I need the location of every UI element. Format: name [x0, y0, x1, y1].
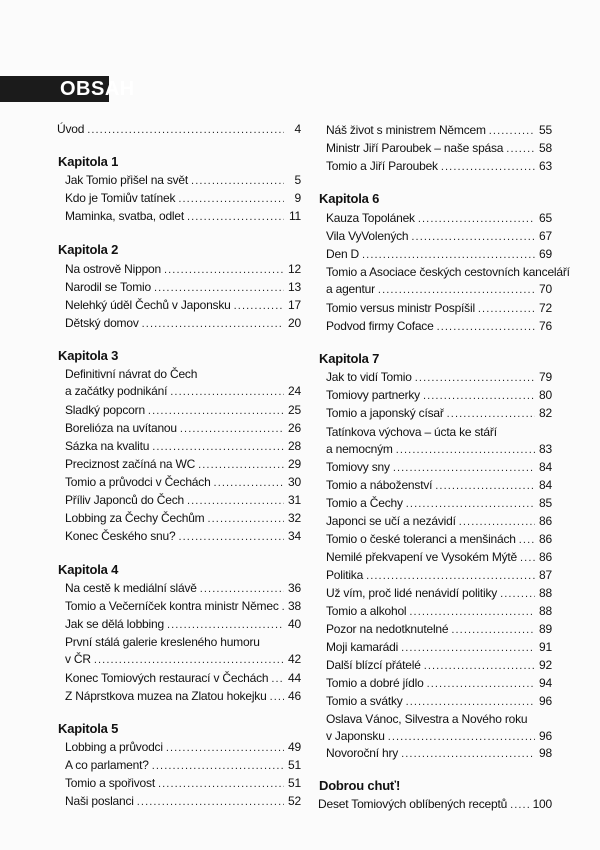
entry-title: Tomio o české toleranci a menšinách — [326, 532, 516, 546]
entry-title-line1: První stálá galerie kresleného humoru — [65, 635, 260, 649]
entry-page: 29 — [288, 457, 301, 471]
entry-title: Konec Českého snu? — [65, 529, 176, 543]
entry-page: 96 — [539, 694, 552, 708]
entry-title: Ministr Jiří Paroubek – naše spása — [326, 141, 504, 155]
toc-entry[interactable] — [326, 318, 552, 336]
toc-entry[interactable] — [326, 711, 552, 746]
toc-entry[interactable] — [326, 745, 552, 763]
entry-page: 79 — [539, 370, 552, 384]
dot-leader — [437, 319, 535, 336]
dot-leader — [164, 262, 284, 279]
entry-title: Sázka na kvalitu — [65, 439, 150, 453]
entry-title: A co parlament? — [65, 758, 149, 772]
dot-leader — [180, 421, 284, 438]
chapter-heading: Kapitola 4 — [58, 562, 119, 577]
toc-entry[interactable] — [65, 279, 301, 297]
toc-entry[interactable] — [326, 158, 552, 176]
contents-title: OBSAH — [60, 78, 135, 100]
entry-page: 32 — [288, 511, 301, 525]
toc-entry[interactable] — [65, 190, 301, 208]
dot-leader — [489, 123, 535, 140]
dot-leader — [459, 514, 535, 531]
dot-leader — [148, 403, 284, 420]
dot-leader — [166, 740, 284, 757]
entry-title: Politika — [326, 568, 364, 582]
entry-title: Den D — [326, 247, 360, 261]
dot-leader — [427, 676, 535, 693]
entry-page: 17 — [288, 298, 301, 312]
toc-entry[interactable] — [65, 510, 301, 528]
toc-entry[interactable] — [326, 424, 552, 459]
entry-page: 13 — [288, 280, 301, 294]
toc-entry[interactable] — [326, 300, 552, 318]
dot-leader — [271, 671, 284, 688]
entry-page: 30 — [288, 475, 301, 489]
entry-page: 4 — [294, 122, 301, 136]
entry-title: Lobbing a průvodci — [65, 740, 163, 754]
entry-page: 88 — [539, 586, 552, 600]
toc-entry[interactable] — [65, 634, 301, 669]
toc-entry[interactable] — [326, 369, 552, 387]
dot-leader — [388, 729, 535, 746]
dot-leader — [270, 689, 284, 706]
entry-title: Příliv Japonců do Čech — [65, 493, 184, 507]
dot-leader — [424, 658, 535, 675]
chapter-heading: Kapitola 5 — [58, 721, 119, 736]
entry-title: a nemocným — [326, 442, 393, 456]
dot-leader — [520, 550, 535, 567]
toc-entry[interactable] — [326, 603, 552, 621]
entry-title: Další blízcí přátelé — [326, 658, 421, 672]
toc-entry[interactable] — [326, 639, 552, 657]
entry-page: 87 — [539, 568, 552, 582]
toc-entry[interactable] — [326, 405, 552, 423]
entry-title-line1: Tomio a Asociace českých cestovních kanceláří — [326, 265, 570, 279]
entry-title: Tomio a Jiří Paroubek — [326, 159, 438, 173]
entry-page: 28 — [288, 439, 301, 453]
dot-leader — [167, 617, 284, 634]
dot-leader — [87, 122, 284, 139]
toc-entry[interactable] — [326, 477, 552, 495]
entry-page: 86 — [539, 514, 552, 528]
dot-leader — [393, 460, 535, 477]
toc-entry[interactable] — [65, 580, 301, 598]
entry-page: 5 — [294, 173, 301, 187]
dot-leader — [142, 316, 284, 333]
chapter-heading: Kapitola 6 — [319, 191, 380, 206]
dot-leader — [510, 797, 529, 814]
entry-page: 84 — [539, 460, 552, 474]
entry-page: 82 — [539, 406, 552, 420]
chapter-heading: Dobrou chuť! — [319, 778, 401, 793]
entry-title: Sladký popcorn — [65, 403, 145, 417]
toc-entry[interactable] — [65, 775, 301, 793]
dot-leader — [191, 173, 284, 190]
entry-page: 52 — [288, 794, 301, 808]
entry-title: Jak to vidí Tomio — [326, 370, 412, 384]
toc-entry[interactable] — [65, 366, 301, 401]
entry-title: Moji kamarádi — [326, 640, 399, 654]
entry-page: 86 — [539, 532, 552, 546]
toc-entry[interactable] — [326, 495, 552, 513]
toc-entry[interactable] — [326, 513, 552, 531]
entry-title: Maminka, svatba, odlet — [65, 209, 184, 223]
toc-entry[interactable] — [65, 670, 301, 688]
entry-title: Náš život s ministrem Němcem — [326, 123, 486, 137]
entry-page: 70 — [539, 282, 552, 296]
dot-leader — [441, 159, 535, 176]
toc-entry[interactable] — [326, 387, 552, 405]
toc-entry[interactable] — [326, 228, 552, 246]
entry-page: 58 — [539, 141, 552, 155]
dot-leader — [415, 370, 535, 387]
entry-title: v Japonsku — [326, 729, 385, 743]
dot-leader — [234, 298, 284, 315]
entry-page: 51 — [288, 758, 301, 772]
toc-entry[interactable] — [65, 739, 301, 757]
entry-page: 20 — [288, 316, 301, 330]
chapter-heading: Kapitola 1 — [58, 154, 119, 169]
entry-page: 100 — [532, 797, 552, 811]
entry-title: Dětský domov — [65, 316, 139, 330]
entry-title: Tomio a alkohol — [326, 604, 407, 618]
toc-entry[interactable] — [65, 528, 301, 546]
entry-title: Tomio a Večerníček kontra ministr Němec — [65, 599, 279, 613]
entry-page: 40 — [288, 617, 301, 631]
entry-title: Tomio versus ministr Pospíšil — [326, 301, 475, 315]
entry-title: Tomio a dobré jídlo — [326, 676, 424, 690]
entry-title: Borelióza na uvítanou — [65, 421, 177, 435]
entry-page: 49 — [288, 740, 301, 754]
entry-page: 85 — [539, 496, 552, 510]
chapter-heading: Kapitola 2 — [58, 242, 119, 257]
entry-page: 98 — [539, 746, 552, 760]
entry-page: 36 — [288, 581, 301, 595]
toc-entry-intro[interactable] — [57, 121, 301, 139]
dot-leader — [214, 475, 284, 492]
entry-title: Tomio a náboženství — [326, 478, 433, 492]
entry-title: Kauza Topolánek — [326, 211, 415, 225]
entry-title: Tomiovy sny — [326, 460, 390, 474]
entry-page: 72 — [539, 301, 552, 315]
entry-page: 25 — [288, 403, 301, 417]
entry-title: Na cestě k mediální slávě — [65, 581, 197, 595]
entry-title: Novoroční hry — [326, 746, 399, 760]
toc-entry[interactable] — [65, 492, 301, 510]
dot-leader — [506, 141, 535, 158]
dot-leader — [187, 209, 284, 226]
toc-entry[interactable] — [326, 122, 552, 140]
entry-page: 31 — [288, 493, 301, 507]
dot-leader — [170, 384, 284, 401]
entry-title: Z Náprstkova muzea na Zlatou hokejku — [65, 689, 267, 703]
entry-page: 84 — [539, 478, 552, 492]
dot-leader — [178, 191, 284, 208]
toc-entry[interactable] — [318, 796, 552, 814]
toc-entry[interactable] — [326, 585, 552, 603]
entry-page: 94 — [539, 676, 552, 690]
entry-title: Vila VyVolených — [326, 229, 409, 243]
toc-entry[interactable] — [326, 246, 552, 264]
entry-title: Jak Tomio přišel na svět — [65, 173, 189, 187]
toc-entry[interactable] — [65, 598, 301, 616]
dot-leader — [435, 478, 535, 495]
entry-title: Deset Tomiových oblíbených receptů — [318, 797, 508, 811]
entry-title: Tomio a japonský císař — [326, 406, 444, 420]
dot-leader — [200, 581, 284, 598]
entry-title-line1: Definitivní návrat do Čech — [65, 367, 198, 381]
entry-title: v ČR — [65, 652, 91, 666]
entry-page: 38 — [288, 599, 301, 613]
dot-leader — [423, 388, 535, 405]
entry-title: Tomio a svátky — [326, 694, 403, 708]
entry-title: Podvod firmy Coface — [326, 319, 434, 333]
toc-entry[interactable] — [326, 549, 552, 567]
entry-title-line1: Oslava Vánoc, Silvestra a Nového roku — [326, 712, 528, 726]
entry-page: 24 — [288, 384, 301, 398]
toc-entry[interactable] — [326, 657, 552, 675]
toc-entry[interactable] — [326, 264, 570, 299]
entry-page: 91 — [539, 640, 552, 654]
dot-leader — [362, 247, 535, 264]
toc-entry[interactable] — [65, 402, 301, 420]
entry-title: Úvod — [57, 122, 85, 136]
dot-leader — [409, 604, 535, 621]
toc-entry[interactable] — [326, 693, 552, 711]
entry-page: 55 — [539, 123, 552, 137]
entry-page: 83 — [539, 442, 552, 456]
dot-leader — [154, 280, 284, 297]
entry-title: Japonci se učí a nezávidí — [326, 514, 456, 528]
toc-entry[interactable] — [65, 757, 301, 775]
dot-leader — [158, 776, 284, 793]
entry-title: Tomiovy partnerky — [326, 388, 420, 402]
toc-entry[interactable] — [326, 567, 552, 585]
entry-title: Preciznost začíná na WC — [65, 457, 196, 471]
toc-entry[interactable] — [65, 261, 301, 279]
dot-leader — [152, 439, 284, 456]
dot-leader — [282, 599, 284, 616]
dot-leader — [478, 301, 535, 318]
entry-page: 67 — [539, 229, 552, 243]
entry-title: Tomio a průvodci v Čechách — [65, 475, 211, 489]
toc-entry[interactable] — [326, 675, 552, 693]
entry-title: Na ostrově Nippon — [65, 262, 161, 276]
entry-page: 65 — [539, 211, 552, 225]
entry-page: 63 — [539, 159, 552, 173]
entry-title: Pozor na nedotknutelné — [326, 622, 449, 636]
entry-title: Narodil se Tomio — [65, 280, 151, 294]
entry-title: a agentur — [326, 282, 375, 296]
toc-entry[interactable] — [65, 688, 301, 706]
entry-title: Konec Tomiových restaurací v Čechách — [65, 671, 269, 685]
entry-page: 96 — [539, 729, 552, 743]
dot-leader — [366, 568, 535, 585]
dot-leader — [152, 758, 284, 775]
dot-leader — [451, 622, 535, 639]
entry-page: 76 — [539, 319, 552, 333]
dot-leader — [187, 493, 284, 510]
entry-page: 12 — [288, 262, 301, 276]
entry-title: a začátky podnikání — [65, 384, 168, 398]
toc-entry[interactable] — [326, 459, 552, 477]
entry-title: Nemilé překvapení ve Vysokém Mýtě — [326, 550, 518, 564]
entry-page: 26 — [288, 421, 301, 435]
dot-leader — [411, 229, 535, 246]
entry-title: Tomio a Čechy — [326, 496, 403, 510]
toc-entry[interactable] — [65, 456, 301, 474]
dot-leader — [94, 652, 284, 669]
contents-banner — [0, 76, 135, 102]
entry-title: Kdo je Tomiův tatínek — [65, 191, 176, 205]
dot-leader — [401, 746, 535, 763]
dot-leader — [396, 442, 535, 459]
toc-entry[interactable] — [65, 438, 301, 456]
entry-page: 46 — [288, 689, 301, 703]
entry-title: Tomio a spořivost — [65, 776, 155, 790]
entry-page: 89 — [539, 622, 552, 636]
entry-page: 80 — [539, 388, 552, 402]
toc-entry[interactable] — [326, 140, 552, 158]
toc-entry[interactable] — [65, 297, 301, 315]
toc-entry[interactable] — [326, 531, 552, 549]
banner-edge — [0, 76, 4, 102]
entry-title: Naši poslanci — [65, 794, 134, 808]
toc-entry[interactable] — [326, 621, 552, 639]
dot-leader — [137, 794, 284, 811]
entry-page: 9 — [294, 191, 301, 205]
toc-entry[interactable] — [65, 315, 301, 333]
entry-page: 92 — [539, 658, 552, 672]
dot-leader — [401, 640, 535, 657]
chapter-heading: Kapitola 3 — [58, 348, 119, 363]
dot-leader — [418, 211, 535, 228]
dot-leader — [519, 532, 535, 549]
toc-entry[interactable] — [65, 420, 301, 438]
chapter-heading: Kapitola 7 — [319, 351, 380, 366]
entry-title-line1: Tatínkova výchova – úcta ke stáří — [326, 425, 497, 439]
toc-entry[interactable] — [65, 793, 301, 811]
entry-page: 86 — [539, 550, 552, 564]
entry-page: 69 — [539, 247, 552, 261]
dot-leader — [178, 529, 284, 546]
entry-page: 44 — [288, 671, 301, 685]
dot-leader — [378, 282, 535, 299]
dot-leader — [500, 586, 535, 603]
entry-page: 11 — [288, 209, 301, 223]
entry-title: Lobbing za Čechy Čechům — [65, 511, 205, 525]
toc-entry[interactable] — [326, 210, 552, 228]
toc-entry[interactable] — [65, 474, 301, 492]
entry-page: 51 — [288, 776, 301, 790]
entry-title: Jak se dělá lobbing — [65, 617, 164, 631]
toc-entry[interactable] — [65, 616, 301, 634]
dot-leader — [406, 694, 535, 711]
dot-leader — [406, 496, 535, 513]
entry-page: 42 — [288, 652, 301, 666]
dot-leader — [447, 406, 535, 423]
toc-entry[interactable] — [65, 172, 301, 190]
entry-title: Už vím, proč lidé nenávidí politiky — [326, 586, 498, 600]
entry-page: 34 — [288, 529, 301, 543]
dot-leader — [198, 457, 284, 474]
toc-entry[interactable] — [65, 208, 301, 226]
entry-title: Nelehký úděl Čechů v Japonsku — [65, 298, 231, 312]
dot-leader — [207, 511, 284, 528]
entry-page: 88 — [539, 604, 552, 618]
